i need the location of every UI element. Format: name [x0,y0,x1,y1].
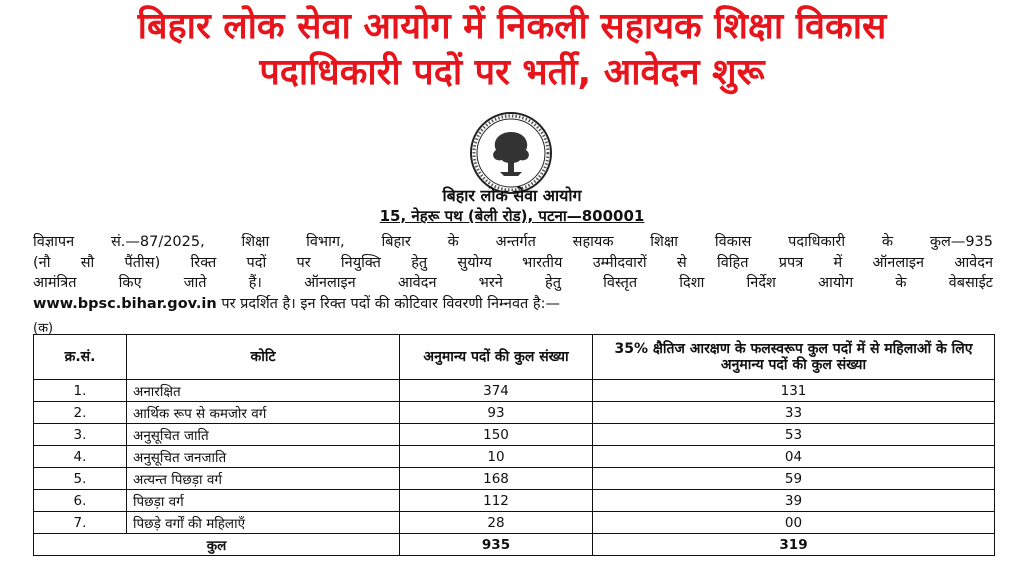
row-women: 39 [593,490,995,512]
total-label: कुल [34,534,400,556]
row-serial: 2. [34,402,127,424]
para-line-4 [33,294,993,315]
para-line-3: आमंत्रित किए जाते हैं। ऑनलाइन आवेदन भरने हेतु विस्तृत दिशा निर्देश आयोग के वेबसाईट [33,275,993,291]
table-row [34,446,995,468]
table-row [34,490,995,512]
row-total: 374 [400,380,593,402]
table-row [34,380,995,402]
headline-line-1: बिहार लोक सेवा आयोग में निकली सहायक शिक्षा विकास [137,6,887,47]
row-category: अनुसूचित जाति [127,424,400,446]
row-total: 28 [400,512,593,534]
row-serial: 6. [34,490,127,512]
row-women: 131 [593,380,995,402]
table-row [34,512,995,534]
row-women: 04 [593,446,995,468]
row-category: आर्थिक रूप से कमजोर वर्ग [127,402,400,424]
vacancy-table [33,334,995,556]
row-serial: 4. [34,446,127,468]
row-category: अत्यन्त पिछड़ा वर्ग [127,468,400,490]
header-women-posts: 35% क्षैतिज आरक्षण के फलस्वरूप कुल पदों में से महिलाओं के लिए अनुमान्य पदों की कुल संख्या [593,335,995,380]
table-row [34,424,995,446]
row-total: 150 [400,424,593,446]
row-total: 112 [400,490,593,512]
table-row [34,468,995,490]
header-serial: क्र.सं. [34,335,127,380]
row-women: 59 [593,468,995,490]
row-serial: 5. [34,468,127,490]
row-women: 00 [593,512,995,534]
address-text: 15, नेहरू पथ (बेली रोड), पटना—800001 [379,207,645,225]
row-serial: 7. [34,512,127,534]
row-women: 53 [593,424,995,446]
org-name: बिहार लोक सेवा आयोग [442,186,582,205]
row-serial: 1. [34,380,127,402]
para-line-2: (नौ सौ पैंतीस) रिक्त पदों पर नियुक्ति हेतु सुयोग्य भारतीय उम्मीदवारों से विहित प्रपत्र में ऑनलाइन आवेदन [33,254,993,271]
bpsc-seal-logo [468,110,554,196]
para-line-4-text: पर प्रदर्शित है। इन रिक्त पदों की कोटिवार विवरणी निम्नवत है:— [221,295,560,312]
header-category: कोटि [127,335,400,380]
header-total-posts: अनुमान्य पदों की कुल संख्या [400,335,593,380]
table-header-row [34,335,995,380]
row-category: पिछड़े वर्गों की महिलाएँ [127,512,400,534]
website-link[interactable]: www.bpsc.bihar.gov.in [33,295,217,312]
row-serial: 3. [34,424,127,446]
row-women: 33 [593,402,995,424]
row-category: पिछड़ा वर्ग [127,490,400,512]
table-row [34,402,995,424]
para-line-1: विज्ञापन सं.—87/2025, शिक्षा विभाग, बिहार के अन्तर्गत सहायक शिक्षा विकास पदाधिकारी के कुल—935 [33,234,993,250]
total-women: 319 [593,534,995,556]
total-posts: 935 [400,534,593,556]
section-label: (क) [33,321,54,336]
org-address [0,206,1024,226]
row-category: अनारक्षित [127,380,400,402]
row-category: अनुसूचित जनजाति [127,446,400,468]
row-total: 168 [400,468,593,490]
row-total: 10 [400,446,593,468]
table-total-row [34,534,995,556]
headline [0,4,1024,96]
headline-line-2: पदाधिकारी पदों पर भर्ती, आवेदन शुरू [259,52,765,93]
row-total: 93 [400,402,593,424]
advertisement-paragraph [33,232,993,314]
